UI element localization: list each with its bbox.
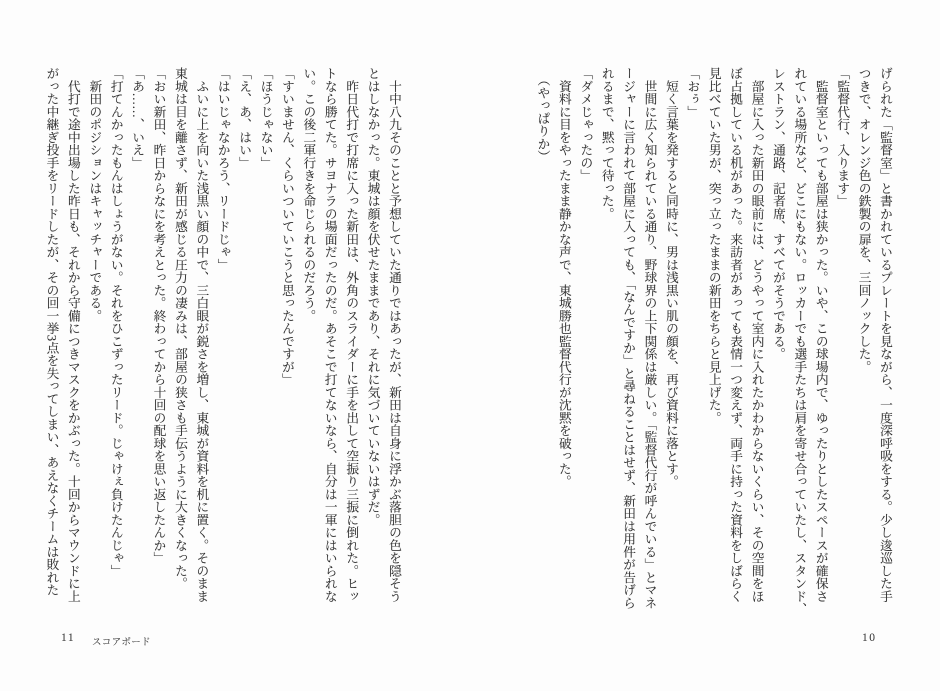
page-11-text-block	[40, 67, 404, 619]
text-line: がった中継ぎ投手をリードしたが、その回一挙3点を失ってしまい、あえなくチームは敗れた	[44, 67, 59, 597]
text-line: ふいに上を向いた浅黒い顔の中で、三白眼が鋭さを増し、東城が資料を机に置く。そのまま	[194, 67, 209, 603]
text-line: 短く言葉を発すると同時に、男は浅黒い肌の顔を、再び資料に落とす。	[663, 67, 678, 488]
page-10-text-block	[531, 67, 895, 619]
text-line: （やっぱりか）	[535, 67, 550, 163]
text-line: 「はいじゃなかろう、リードじゃ」	[215, 67, 230, 271]
text-line: 監督室といっても部屋は狭かった。いや、この球場内で、ゆったりとしたスペースが確保さ	[813, 67, 828, 603]
text-line: 十中八九そのことと予想していた通りではあったが、新田は自身に浮かぶ落胆の色を隠そう	[387, 67, 401, 603]
text-line: 「あ……、いえ」	[130, 67, 145, 169]
text-line: 「打てんかったもんはしょうがない。それをひこずったリード。じゃけぇ負けたんじゃ」	[108, 67, 123, 577]
text-line: い。この後二軍行きを命じられるのだろう。	[301, 67, 316, 322]
text-line: ージャーに言われて部屋に入っても、「なんですか」と尋ねることはせず、新田は用件が告げら	[621, 67, 636, 609]
text-line: 見比べていた男が、突っ立ったままの新田をちらと見上げた。	[706, 67, 721, 424]
book-page-10	[470, 0, 940, 691]
text-line: 「すいません、くらいついていこうと思ったんですが」	[279, 67, 294, 386]
text-line: げられた「監督室」と書かれているプレートを見ながら、一度深呼吸をする。少し逡巡した手	[878, 67, 892, 603]
text-line: 「ほうじゃない」	[258, 67, 273, 169]
text-line: 「え、あ、はい」	[237, 67, 252, 169]
text-line: 昨日代打で打席に入った新田は、外角のスライダーに手を出して空振り三振に倒れた。ヒッ	[344, 67, 359, 603]
text-line: 代打で途中出場した昨日も、それから守備につきマスクをかぶった。十回からマウンドに上	[65, 67, 80, 603]
text-line: 「ダメじゃったの」	[578, 67, 593, 182]
running-title: スコアボード	[92, 638, 151, 648]
text-line: 「おい新田、昨日からなにを考えとった。終わってから十回の配球を思い返したんか」	[151, 67, 166, 565]
page-number-10: 10	[862, 632, 877, 644]
text-line: 東城は目を離さず、新田が感じる圧力の凄みは、部屋の狭さも手伝うように大きくなった。	[172, 67, 187, 590]
text-line: トなら勝てた。サヨナラの場面だったのだ。あそこで打てないなら、自分は一軍にはいられな	[322, 67, 337, 603]
page-number-11: 11	[61, 632, 76, 644]
text-line: 「おぅ」	[685, 67, 700, 118]
text-line: 部屋に入った新田の眼前には、どうやって室内に入れたかわからないくらい、その空間をほ	[749, 67, 764, 603]
text-line: 世間に広く知られている通り、野球界の上下関係は厳しい。「監督代行が呼んでいる」とマネ	[642, 67, 657, 609]
text-line: つきで、オレンジ色の鉄製の扉を、三回ノックした。	[856, 67, 871, 373]
text-line: レストラン、通路、記者席、すべてがそうである。	[770, 67, 785, 361]
text-line: 資料に目をやったまま静かな声で、東城勝也監督代行が沈黙を破った。	[556, 67, 571, 488]
text-line: 新田のポジションはキャッチャーである。	[87, 67, 102, 322]
text-line: れるまで、黙って待った。	[599, 67, 614, 220]
text-line: 「監督代行、入ります」	[835, 67, 850, 208]
text-line: とはしなかった。東城は顔を伏せたままであり、それに気づいていないはずだ。	[365, 67, 380, 526]
text-line: れている場所など、どこにもない。ロッカーでも選手たちは肩を寄せ合っていたし、スタンド、	[792, 67, 807, 616]
text-line: ぼ占拠している机があった。来訪者があっても表情一つ変えず、両手に持った資料をしばらく	[728, 67, 743, 603]
